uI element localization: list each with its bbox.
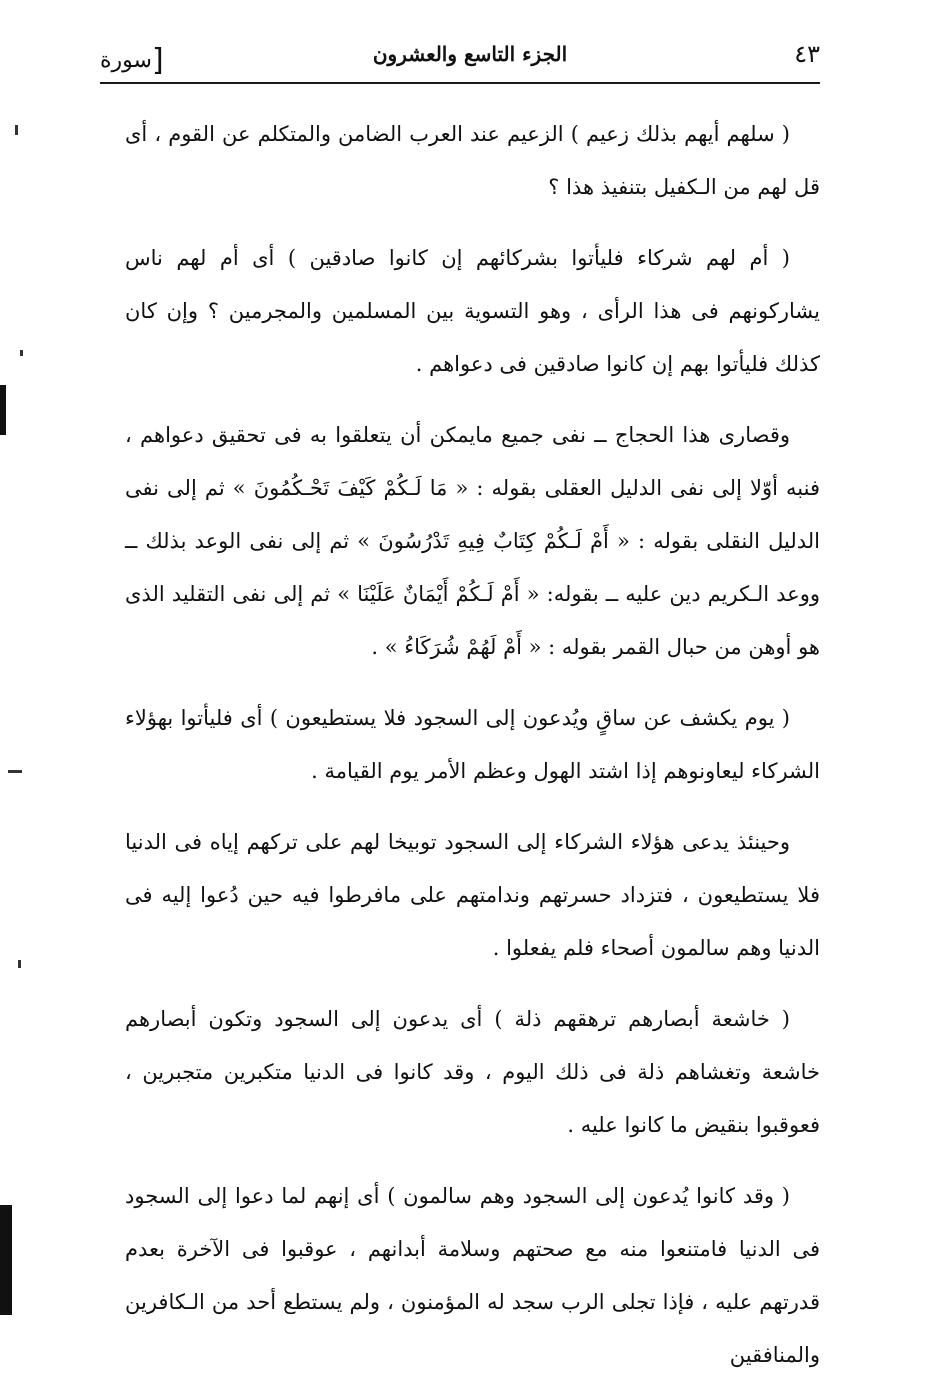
paragraph-text: ( أم لهم شركاء فليأتوا بشركائهم إن كانوا صادقين ) أى أم لهم ناس يشاركونهم فى هذا الرأى ، وهو التسوية بين المسلمين والمجرمين ؟ وإن كان كذلك فليأتوا بهم إن كانوا صادقين فى دعواهم . [125, 246, 820, 376]
paragraph [125, 409, 820, 674]
scan-left-edge-mark [0, 1205, 12, 1315]
scan-speck [8, 770, 22, 773]
surah-bracket: [ [151, 43, 164, 78]
surah-label-text: سورة [100, 48, 152, 73]
paragraph-text: ( خاشعة أبصارهم ترهقهم ذلة ) أى يدعون إلى السجود وتكون أبصارهم خاشعة وتغشاهم ذلة فى ذلك اليوم ، وقد كانوا فى الدنيا متكبرين متجبرين ، فعوقبوا بنقيض ما كانوا عليه . [125, 1007, 820, 1137]
scan-speck [20, 350, 23, 356]
page-header [100, 30, 820, 90]
paragraph [125, 816, 820, 975]
paragraph-text: وقصارى هذا الحجاج ــ نفى جميع مايمكن أن يتعلقوا به فى تحقيق دعواهم ، فنبه أوّلا إلى نفى الدليل العقلى بقوله : « مَا لَـكُمْ كَيْفَ تَحْـكُمُونَ » ثم إلى نفى الدليل النقلى بقوله : « أَمْ لَـكُمْ كِتَابٌ فِيهِ تَدْرُسُونَ » ثم إلى نفى الوعد بذلك ــ ووعد الـكريم دين عليه ــ بقوله: « أَمْ لَـكُمْ أَيْمَانٌ عَلَيْنَا » ثم إلى نفى التقليد الذى هو أوهن من حبال القمر بقوله : « أَمْ لَهُمْ شُرَكَاءُ » . [125, 423, 820, 659]
paragraph-text: وحينئذ يدعى هؤلاء الشركاء إلى السجود توبيخا لهم على تركهم إياه فى الدنيا فلا يستطيعون ، فتزداد حسرتهم وندامتهم على مافرطوا فيه حين دُعوا إليه فى الدنيا وهم سالمون أصحاء فلم يفعلوا . [125, 830, 820, 960]
scan-speck [18, 960, 21, 968]
paragraph-text: ( وقد كانوا يُدعون إلى السجود وهم سالمون ) أى إنهم لما دعوا إلى السجود فى الدنيا فامتنعوا منه مع صحتهم وسلامة أبدانهم ، عوقبوا فى الآخرة بعدم قدرتهم عليه ، فإذا تجلى الرب سجد له المؤمنون ، ولم يستطع أحد من الـكافرين والمنافقين [125, 1184, 820, 1367]
paragraph [125, 692, 820, 798]
paragraph-text: ( سلهم أيهم بذلك زعيم ) الزعيم عند العرب الضامن والمتكلم عن القوم ، أى قل لهم من الـكفيل بتنفيذ هذا ؟ [125, 122, 820, 199]
paragraph-text: ( يوم يكشف عن ساقٍ ويُدعون إلى السجود فلا يستطيعون ) أى فليأتوا بهؤلاء الشركاء ليعاونوهم إذا اشتد الهول وعظم الأمر يوم القيامة . [125, 706, 820, 783]
paragraph [125, 232, 820, 391]
running-title: الجزء التاسع والعشرون [372, 42, 568, 66]
body-text [125, 108, 820, 1400]
paragraph [125, 993, 820, 1152]
page-number: ٤٣ [794, 40, 820, 68]
header-rule [100, 82, 820, 84]
scan-speck [15, 125, 18, 135]
paragraph [125, 1170, 820, 1382]
scan-left-edge-mark [0, 385, 6, 435]
paragraph [125, 108, 820, 214]
surah-label [100, 40, 164, 78]
